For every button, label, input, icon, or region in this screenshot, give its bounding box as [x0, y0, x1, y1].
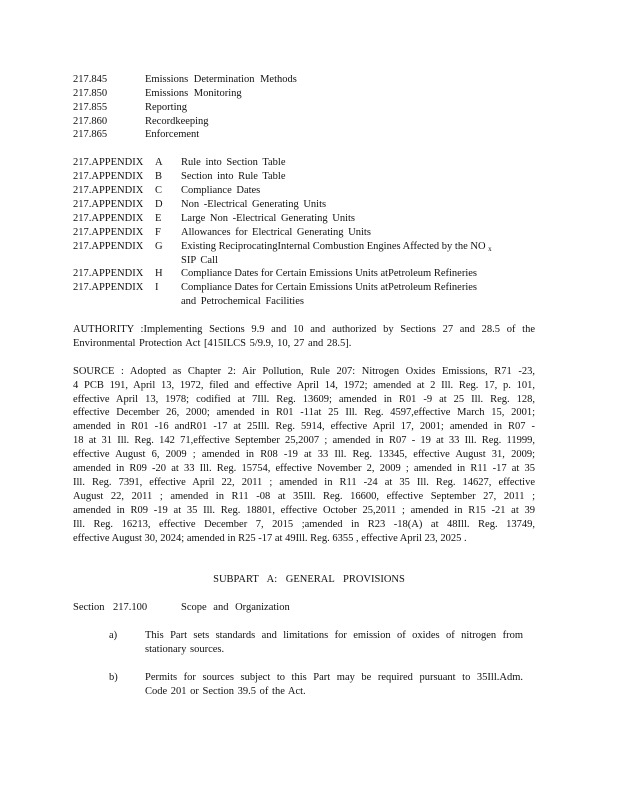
toc-appendix-letter: C	[155, 185, 163, 196]
toc-appendix-title-continued: SIP Call	[181, 255, 218, 266]
section-label: Section	[73, 602, 105, 613]
source-line: Ill. Reg. 7391, effective April 22, 2011 ; amended in R11 -24 at 35 Ill. Reg. 14627, effective	[73, 477, 535, 488]
toc-appendix-title: Compliance Dates for Certain Emissions Units atPetroleum Refineries	[181, 282, 477, 293]
toc-section-number: 217.845	[73, 74, 108, 85]
toc-section-number: 217.860	[73, 116, 108, 127]
toc-appendix-title: Large Non -Electrical Generating Units	[181, 213, 355, 224]
source-line: amended in R09 -19 at 35 Ill. Reg. 18801, effective October 25,2011 ; amended in R15 -21 at 39	[73, 505, 535, 516]
toc-section-title: Recordkeeping	[145, 116, 209, 127]
toc-appendix-title: Section into Rule Table	[181, 171, 286, 182]
toc-appendix-number: 217.APPENDIX	[73, 185, 144, 196]
section-number: 217.100	[113, 602, 148, 613]
toc-section-number: 217.855	[73, 102, 108, 113]
toc-appendix-number: 217.APPENDIX	[73, 282, 144, 293]
subpart-heading: SUBPART A: GENERAL PROVISIONS	[213, 574, 405, 585]
item-text-line: stationary sources.	[145, 644, 225, 655]
toc-appendix-number: 217.APPENDIX	[73, 199, 144, 210]
source-line: amended in R09 -20 at 33 Ill. Reg. 15754, effective November 2, 2009 ; amended in R11 -17 at 35	[73, 463, 535, 474]
section-title: Scope and Organization	[181, 602, 290, 613]
toc-section-number: 217.865	[73, 129, 108, 140]
toc-appendix-title: Non -Electrical Generating Units	[181, 199, 327, 210]
toc-appendix-letter: F	[155, 227, 161, 238]
toc-section-number: 217.850	[73, 88, 108, 99]
toc-appendix-letter: A	[155, 157, 163, 168]
toc-appendix-title	[181, 240, 492, 257]
toc-appendix-number: 217.APPENDIX	[73, 157, 144, 168]
subscript-x: x	[488, 245, 492, 253]
toc-appendix-number: 217.APPENDIX	[73, 227, 144, 238]
toc-appendix-title: Rule into Section Table	[181, 157, 286, 168]
toc-appendix-number: 217.APPENDIX	[73, 213, 144, 224]
item-label: a)	[109, 630, 118, 641]
toc-appendix-number: 217.APPENDIX	[73, 241, 144, 252]
toc-appendix-letter: G	[155, 241, 163, 252]
toc-appendix-title-text: Existing ReciprocatingInternal Combustion Engines Affected by the NO	[181, 241, 486, 252]
toc-appendix-number: 217.APPENDIX	[73, 268, 144, 279]
source-line: effective August 30, 2024; amended in R25 -17 at 49Ill. Reg. 6355 , effective April 23, 2025 .	[73, 533, 467, 544]
source-line: 4 PCB 191, April 13, 1972, filed and effective April 14, 1972; amended at 2 Ill. Reg. 17, p. 101,	[73, 380, 535, 391]
toc-section-title: Enforcement	[145, 129, 200, 140]
source-line: amended in R01 -16 andR01 -17 at 25Ill. Reg. 5914, effective April 17, 2001; amended in R07 -	[73, 421, 535, 432]
toc-appendix-letter: I	[155, 282, 159, 293]
source-line: August 22, 2011 ; amended in R11 -08 at 35Ill. Reg. 16600, effective September 27, 2011 ;	[73, 491, 535, 502]
toc-appendix-title: Compliance Dates	[181, 185, 261, 196]
source-line: effective December 26, 2000; amended in R01 -11at 25 Ill. Reg. 4597,effective March 15, 2001;	[73, 407, 535, 418]
item-label: b)	[109, 672, 118, 683]
item-text-line: This Part sets standards and limitations for emission of oxides of nitrogen from	[145, 630, 523, 641]
authority-line: Environmental Protection Act [415ILCS 5/9.9, 10, 27 and 28.5].	[73, 338, 352, 349]
toc-appendix-number: 217.APPENDIX	[73, 171, 144, 182]
toc-appendix-letter: D	[155, 199, 163, 210]
source-line: 18 at 31 Ill. Reg. 142 71,effective September 25,2007 ; amended in R07 - 19 at 33 Ill. Reg. 11999,	[73, 435, 535, 446]
authority-line: AUTHORITY :Implementing Sections 9.9 and 10 and authorized by Sections 27 and 28.5 of the	[73, 324, 535, 335]
source-line: SOURCE : Adopted as Chapter 2: Air Pollution, Rule 207: Nitrogen Oxides Emissions, R71 -23,	[73, 366, 535, 377]
toc-appendix-letter: H	[155, 268, 163, 279]
toc-appendix-letter: B	[155, 171, 163, 182]
toc-appendix-title: Allowances for Electrical Generating Units	[181, 227, 371, 238]
item-text-line: Permits for sources subject to this Part may be required pursuant to 35Ill.Adm.	[145, 672, 523, 683]
toc-appendix-title-continued: and Petrochemical Facilities	[181, 296, 304, 307]
toc-section-title: Reporting	[145, 102, 187, 113]
toc-section-title: Emissions Monitoring	[145, 88, 242, 99]
item-text-line: Code 201 or Section 39.5 of the Act.	[145, 686, 306, 697]
source-line: effective April 13, 1978; codified at 7Ill. Reg. 13609; amended in R01 -9 at 25 Ill. Reg. 128,	[73, 394, 535, 405]
source-line: Ill. Reg. 16213, effective December 7, 2015 ;amended in R23 -18(A) at 48Ill. Reg. 13749,	[73, 519, 535, 530]
toc-appendix-title: Compliance Dates for Certain Emissions Units atPetroleum Refineries	[181, 268, 477, 279]
source-line: effective August 6, 2009 ; amended in R08 -19 at 33 Ill. Reg. 13345, effective August 31, 2009;	[73, 449, 535, 460]
toc-appendix-letter: E	[155, 213, 162, 224]
toc-section-title: Emissions Determination Methods	[145, 74, 297, 85]
